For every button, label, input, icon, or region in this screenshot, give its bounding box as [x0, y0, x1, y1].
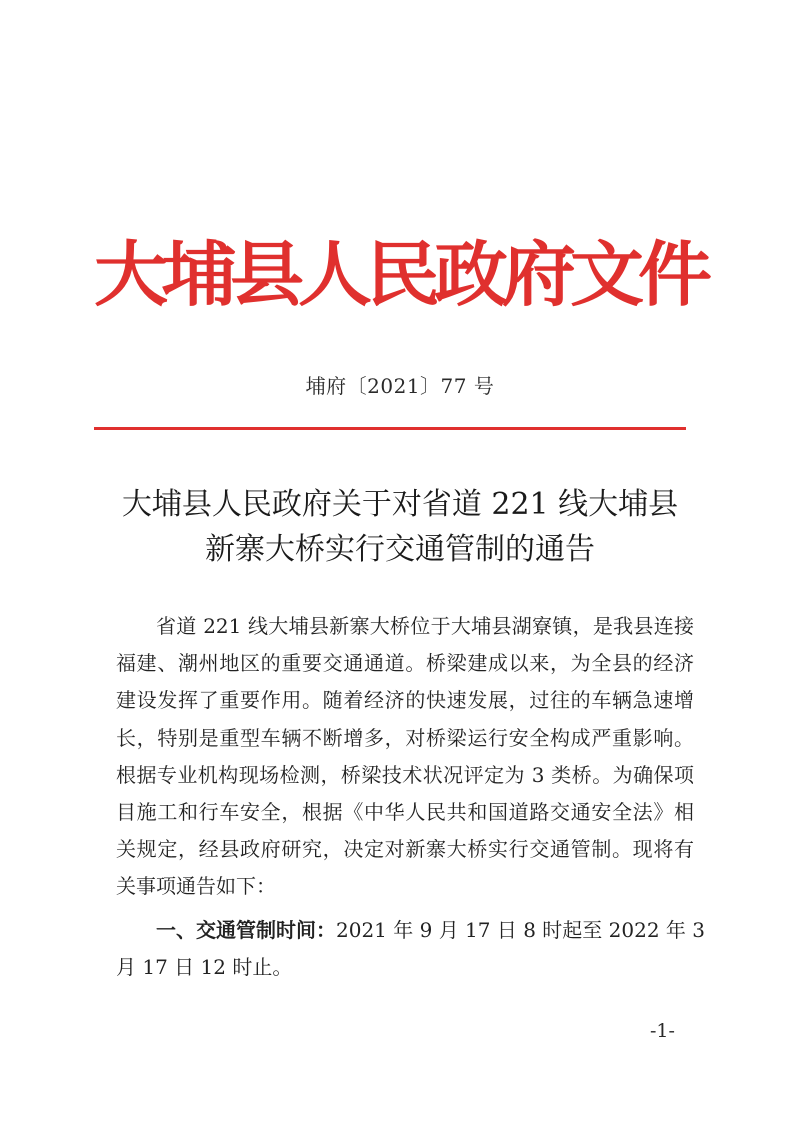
red-divider-line — [94, 427, 686, 430]
notice-body — [116, 608, 705, 986]
body-line: 福建、潮州地区的重要交通通道。桥梁建成以来，为全县的经济 — [116, 651, 694, 676]
notice-title-line-2: 新寨大桥实行交通管制的通告 — [205, 532, 595, 567]
section-1-text: 2021 年 9 月 17 日 8 时起至 2022 年 3 — [336, 917, 705, 942]
page-number: -1- — [650, 1020, 675, 1042]
body-line: 建设发挥了重要作用。随着经济的快速发展，过往的车辆急速增 — [116, 688, 694, 713]
body-line: 根据专业机构现场检测，桥梁技术状况评定为 3 类桥。为确保项 — [116, 762, 694, 787]
body-line: 关规定，经县政府研究，决定对新寨大桥实行交通管制。现将有 — [116, 837, 694, 862]
masthead-title: 大埔县人民政府文件 — [94, 234, 706, 316]
document-number: 埔府〔2021〕77 号 — [305, 374, 495, 398]
body-line: 目施工和行车安全，根据《中华人民共和国道路交通安全法》相 — [116, 800, 694, 825]
section-1-heading: 一、交通管制时间： — [156, 917, 336, 942]
notice-title-line-1: 大埔县人民政府关于对省道 221 线大埔县 — [121, 487, 679, 522]
section-1-line-2: 月 17 日 12 时止。 — [116, 954, 293, 979]
body-line: 省道 221 线大埔县新寨大桥位于大埔县湖寮镇，是我县连接 — [156, 614, 694, 638]
body-line: 长，特别是重型车辆不断增多，对桥梁运行安全构成严重影响。 — [116, 725, 694, 750]
section-1-line — [116, 912, 705, 949]
body-line: 关事项通告如下： — [116, 874, 276, 899]
notice-title — [60, 482, 740, 572]
